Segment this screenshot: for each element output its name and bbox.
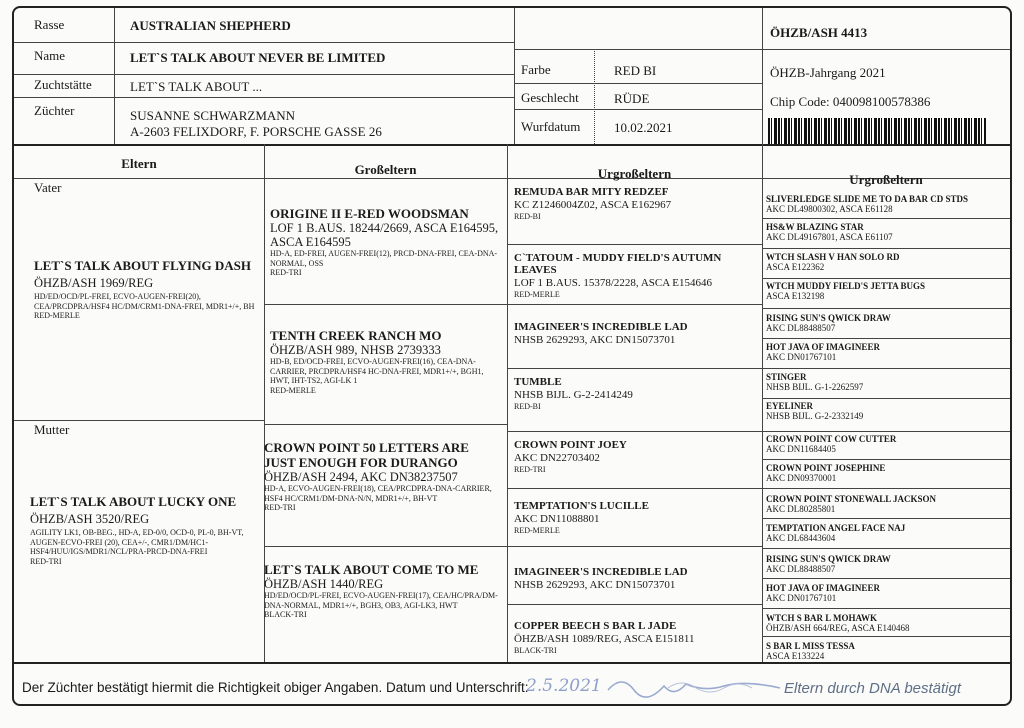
g4-name: S BAR L MISS TESSA [766,641,855,651]
vater-label: Vater [34,180,62,195]
divider [762,218,1010,219]
great-grandparent-name: C`TATOUM - MUDDY FIELD'S AUTUMN LEAVES [514,252,722,276]
great-grandparent-name: REMUDA BAR MITY REDZEF [514,186,669,198]
mutter-reg: ÖHZB/ASH 3520/REG [30,512,150,526]
mutter-color: RED-TRI [30,556,62,566]
vater-name: LET`S TALK ABOUT FLYING DASH [34,258,251,273]
g4-reg: AKC DL80285801 [766,504,836,514]
g4-name: STINGER [766,372,807,382]
grandparent-color: RED-TRI [270,268,302,277]
divider [14,662,1010,664]
g4-entry [766,434,1008,454]
divider [762,636,1010,637]
g4-reg: ASCA E133224 [766,651,825,661]
grandparent-reg: ÖHZB/ASH 989, NHSB 2739333 [270,343,441,357]
great-grandparent-name: IMAGINEER'S INCREDIBLE LAD [514,321,688,333]
g4-name: CROWN POINT JOSEPHINE [766,463,886,473]
grandparent-reg: ÖHZB/ASH 2494, AKC DN38237507 [264,470,458,484]
g4-name: WTCH SLASH V HAN SOLO RD [766,252,900,262]
col-grosseltern: Großeltern [354,162,417,177]
great-grandparent-color: RED-TRI [514,465,546,474]
g4-entry [766,641,1008,661]
wurfdatum-value: 10.02.2021 [614,120,673,135]
divider [14,74,514,75]
great-grandparent-reg: AKC DN22703402 [514,452,600,464]
great-grandparent-reg: LOF 1 B.AUS. 15378/2228, ASCA E154646 [514,277,713,289]
g4-name: RISING SUN'S QWICK DRAW [766,313,891,323]
divider [762,144,763,662]
geschlecht-value: RÜDE [614,91,650,106]
great-grandparent [514,439,758,474]
mutter [30,494,256,566]
great-grandparent-reg: AKC DN11088801 [514,513,600,525]
great-grandparent-name: COPPER BEECH S BAR L JADE [514,620,677,632]
g4-name: SLIVERLEDGE SLIDE ME TO DA BAR CD STDS [766,194,968,204]
name-label: Name [34,48,66,63]
divider [514,8,515,144]
g4-reg: AKC DN11684405 [766,444,836,454]
barcode [768,118,986,144]
farbe-value: RED BI [614,63,657,78]
divider [762,488,1010,489]
g4-entry [766,583,1008,603]
signature-date: 2.5.2021 [526,676,602,696]
divider [507,431,762,432]
vater-health: HD/ED/OCD/PL-FREI, ECVO-AUGEN-FREI(20), CEA/PRCDPRA/HSF4 HC/DM/CRM1-DNA-FREI, MDR1+/+, BH [34,292,255,311]
great-grandparent [514,376,758,411]
divider [762,338,1010,339]
g4-entry [766,313,1008,333]
great-grandparent-reg: ÖHZB/ASH 1089/REG, ASCA E151811 [514,633,695,645]
g4-name: HOT JAVA OF IMAGINEER [766,583,880,593]
grandparent-color: RED-MERLE [270,385,316,395]
great-grandparent-reg: NHSB 2629293, AKC DN15073701 [514,334,676,346]
divider [762,518,1010,519]
g4-reg: NHSB BIJL. G-1-2262597 [766,382,864,392]
divider [594,49,595,144]
divider [264,546,507,547]
g4-reg: AKC DL68443604 [766,533,836,543]
zuchtstaette-value: LET`S TALK ABOUT ... [130,79,263,94]
g4-entry [766,463,1008,483]
great-grandparent-name: CROWN POINT JOEY [514,439,627,451]
col-ururgrosseltern: Urgroßeltern [849,172,923,187]
g4-reg: NHSB BIJL. G-2-2332149 [766,411,864,421]
divider [762,308,1010,309]
great-grandparent-color: RED-BI [514,402,541,411]
great-grandparent [514,186,758,221]
grandparent-name: CROWN POINT 50 LETTERS ARE JUST ENOUGH FOR DURANGO [264,440,469,470]
g4-entry [766,281,1008,301]
divider [762,248,1010,249]
divider [14,420,264,421]
great-grandparent [514,321,758,347]
mutter-label: Mutter [34,422,70,437]
divider [762,278,1010,279]
g4-name: WTCH S BAR L MOHAWK [766,613,878,623]
divider [762,608,1010,609]
grandparent [270,328,502,395]
registration-number: ÖHZB/ASH 4413 [770,25,868,40]
g4-reg: AKC DL49800302, ASCA E61128 [766,204,893,214]
great-grandparent [514,566,758,592]
g4-reg: AKC DN09370001 [766,473,837,483]
g4-name: WTCH MUDDY FIELD'S JETTA BUGS [766,281,926,291]
great-grandparent-name: TEMPTATION'S LUCILLE [514,500,649,512]
grandparent-color: BLACK-TRI [264,610,307,619]
grandparent-color: RED-TRI [264,503,296,512]
divider [514,49,762,50]
footer-statement: Der Züchter bestätigt hiermit die Richtigkeit obiger Angaben. Datum und Unterschrift: [22,680,529,695]
divider [507,488,762,489]
g4-name: HS&W BLAZING STAR [766,222,864,232]
g4-entry [766,401,1008,421]
zuechter-address: A-2603 FELIXDORF, F. PORSCHE GASSE 26 [130,124,382,139]
g4-reg: AKC DN01767101 [766,593,837,603]
grandparent [264,562,502,619]
great-grandparent-reg: KC Z1246004Z02, ASCA E162967 [514,199,672,211]
g4-reg: ÖHZB/ASH 664/REG, ASCA E140468 [766,623,910,633]
great-grandparent-color: RED-MERLE [514,290,560,299]
zuechter-label: Züchter [34,103,75,118]
divider [762,368,1010,369]
divider [507,144,508,662]
g4-name: HOT JAVA OF IMAGINEER [766,342,880,352]
zuchtstaette-label: Zuchtstätte [34,77,92,92]
g4-entry [766,372,1008,392]
divider [762,49,1010,50]
grandparent-reg: ÖHZB/ASH 1440/REG [264,577,384,591]
col-urgrosseltern: Urgroßeltern [597,166,672,181]
g4-name: CROWN POINT STONEWALL JACKSON [766,494,936,504]
divider [507,244,762,245]
zuechter-name: SUSANNE SCHWARZMANN [130,108,296,123]
great-grandparent-reg: NHSB 2629293, AKC DN15073701 [514,579,676,591]
g4-name: CROWN POINT COW CUTTER [766,434,897,444]
signature-scribble [604,672,784,700]
divider [514,109,762,110]
great-grandparent [514,620,758,655]
g4-entry [766,252,1008,272]
g4-entry [766,554,1008,574]
great-grandparent-color: RED-BI [514,212,541,221]
rasse-label: Rasse [34,17,65,32]
g4-entry [766,613,1008,633]
divider [264,424,507,425]
g4-name: TEMPTATION ANGEL FACE NAJ [766,523,906,533]
chip-code: Chip Code: 040098100578386 [770,94,931,109]
divider [14,42,514,43]
grandparent-health: HD-A, ECVO-AUGEN-FREI(18), CEA/PRCDPRA-DNA-CARRIER, HSF4 HC/CRM1/DM-DNA-N/N, MDR1+/+, BH-VT [264,484,492,503]
divider [507,604,762,605]
pedigree-document [12,6,1012,706]
geschlecht-label: Geschlecht [521,90,579,105]
divider [762,431,1010,432]
divider [514,83,762,84]
wurfdatum-label: Wurfdatum [521,119,581,134]
grandparent [264,440,502,512]
g4-reg: AKC DL49167801, ASCA E61107 [766,232,893,242]
great-grandparent-color: BLACK-TRI [514,646,557,655]
grandparent-name: LET`S TALK ABOUT COME TO ME [264,562,479,577]
divider [762,578,1010,579]
great-grandparent-color: RED-MERLE [514,526,560,535]
mutter-health: AGILITY LK1, OB-BEG., HD-A, ED-0/0, OCD-0, PL-0, BH-VT, AUGEN-ECVO-FREI (20), CEA+/-, CMR1/DM/HC1-HSF4/HUU/IGS/MDR1/NCL/PRA-PRCD-DNA-FREI [30,528,244,556]
great-grandparent-name: IMAGINEER'S INCREDIBLE LAD [514,566,688,578]
great-grandparent-name: TUMBLE [514,376,562,388]
g4-entry [766,494,1008,514]
g4-entry [766,523,1008,543]
g4-name: RISING SUN'S QWICK DRAW [766,554,891,564]
g4-reg: ASCA E132198 [766,291,825,301]
g4-reg: AKC DN01767101 [766,352,837,362]
g4-reg: AKC DL88488507 [766,323,836,333]
jahrgang: ÖHZB-Jahrgang 2021 [770,65,886,80]
dna-confirmed-note: Eltern durch DNA bestätigt [784,680,962,697]
farbe-label: Farbe [521,62,551,77]
g4-entry [766,194,1008,214]
g4-reg: ASCA E122362 [766,262,825,272]
g4-entry [766,342,1008,362]
grandparent-health: HD-A, ED-FREI, AUGEN-FREI(12), PRCD-DNA-FREI, CEA-DNA-NORMAL, OSS [270,249,498,268]
grandparent-health: HD-B, ED/OCD-FREI, ECVO-AUGEN-FREI(16), CEA-DNA-CARRIER, PRCDPRA/HSF4 HC-DNA-FREI, MDR1+/+, BGH1, HWT, IHT-TS2, AGI-LK 1 [270,357,484,385]
vater [34,258,256,320]
divider [114,8,115,144]
dog-name: LET`S TALK ABOUT NEVER BE LIMITED [130,50,386,65]
vater-color: RED-MERLE [34,311,80,320]
g4-name: EYELINER [766,401,814,411]
divider [264,304,507,305]
grandparent-name: ORIGINE II E-RED WOODSMAN [270,206,469,221]
divider [762,8,763,144]
divider [507,304,762,305]
col-eltern: Eltern [121,156,157,171]
divider [762,548,1010,549]
g4-entry [766,222,1008,242]
great-grandparent [514,252,758,299]
great-grandparent-reg: NHSB BIJL. G-2-2414249 [514,389,633,401]
divider [507,368,762,369]
grandparent [270,206,502,277]
vater-reg: ÖHZB/ASH 1969/REG [34,276,154,290]
divider [762,398,1010,399]
divider [762,459,1010,460]
grandparent-health: HD/ED/OCD/PL-FREI, ECVO-AUGEN-FREI(17), CEA/HC/PRA/DM-DNA-NORMAL, MDR1+/+, BGH3, OB3, AGI-LK3, HWT [264,591,498,610]
mutter-name: LET`S TALK ABOUT LUCKY ONE [30,494,237,509]
grandparent-reg: LOF 1 B.AUS. 18244/2669, ASCA E164595, ASCA E164595 [270,221,499,249]
rasse-value: AUSTRALIAN SHEPHERD [130,18,291,33]
divider [14,144,1010,146]
grandparent-name: TENTH CREEK RANCH MO [270,328,442,343]
divider [507,546,762,547]
g4-reg: AKC DL88488507 [766,564,836,574]
great-grandparent [514,500,758,535]
divider [14,97,514,98]
